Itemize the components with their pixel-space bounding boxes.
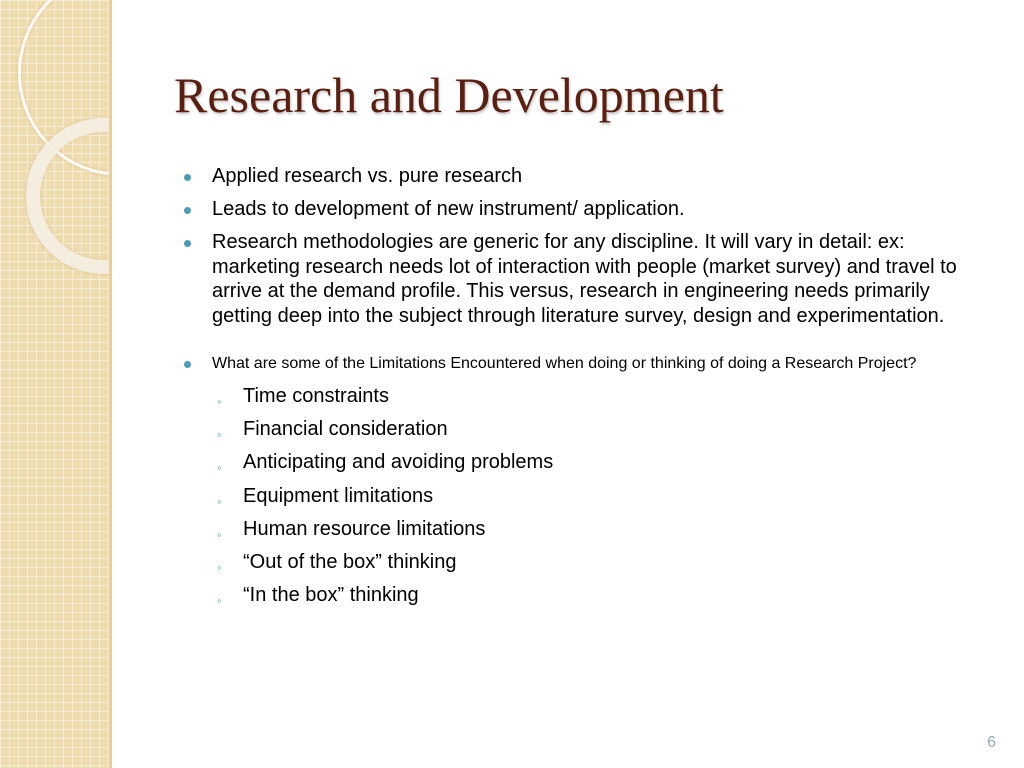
decorative-ring bbox=[26, 118, 112, 274]
sub-bullet-text: Anticipating and avoiding problems bbox=[243, 451, 554, 474]
side-band-edge bbox=[109, 0, 112, 768]
sub-bullet-text: “Out of the box” thinking bbox=[243, 550, 457, 573]
bullet-dot-icon bbox=[184, 361, 191, 368]
bullet-item bbox=[184, 354, 994, 607]
ring-bullet-icon: ◦ bbox=[217, 394, 222, 409]
bullet-item bbox=[184, 197, 994, 222]
sub-bullet-text: “In the box” thinking bbox=[243, 584, 419, 607]
sub-bullet-list bbox=[212, 384, 994, 607]
sub-bullet-text: Equipment limitations bbox=[243, 484, 434, 507]
sub-bullet-item bbox=[212, 450, 994, 474]
bullet-dot-icon bbox=[184, 207, 191, 214]
ring-bullet-icon: ◦ bbox=[217, 427, 222, 443]
ring-bullet-icon: ◦ bbox=[217, 559, 222, 575]
sub-bullet-text: Human resource limitations bbox=[243, 517, 486, 540]
bullet-text: Leads to development of new instrument/ application. bbox=[212, 198, 685, 220]
ring-bullet-icon: ◦ bbox=[217, 526, 222, 542]
slide-content bbox=[184, 164, 994, 616]
bullet-text: Applied research vs. pure research bbox=[212, 165, 523, 187]
sub-bullet-text: Financial consideration bbox=[243, 418, 448, 441]
sub-bullet-text: Time constraints bbox=[243, 385, 389, 407]
bullet-text: What are some of the Limitations Encountered when doing or thinking of doing a Research Project? bbox=[212, 355, 917, 372]
sub-bullet-item bbox=[212, 583, 994, 607]
ring-bullet-icon: ◦ bbox=[217, 493, 222, 509]
ring-bullet-icon: ◦ bbox=[217, 460, 222, 476]
page-number: 6 bbox=[987, 734, 996, 751]
bullet-item bbox=[184, 230, 994, 328]
bullet-list bbox=[184, 164, 994, 607]
bullet-dot-icon bbox=[184, 174, 191, 181]
sub-bullet-item bbox=[212, 384, 994, 408]
sub-bullet-item bbox=[212, 517, 994, 541]
bullet-text: Research methodologies are generic for any discipline. It will vary in detail: ex: marketing research needs lot of interaction with people (market survey) and travel to arrive at the demand profile. This versus, research in engineering needs primarily getting deep into the subject through literature survey, design and experimentation. bbox=[212, 231, 957, 327]
ring-bullet-icon: ◦ bbox=[217, 593, 222, 609]
bullet-item bbox=[184, 164, 994, 189]
sub-bullet-item bbox=[212, 550, 994, 574]
bullet-dot-icon bbox=[184, 240, 191, 247]
sub-bullet-item bbox=[212, 484, 994, 508]
sub-bullet-item bbox=[212, 417, 994, 441]
slide-title: Research and Development bbox=[174, 67, 724, 123]
decorative-side-band bbox=[0, 0, 112, 768]
